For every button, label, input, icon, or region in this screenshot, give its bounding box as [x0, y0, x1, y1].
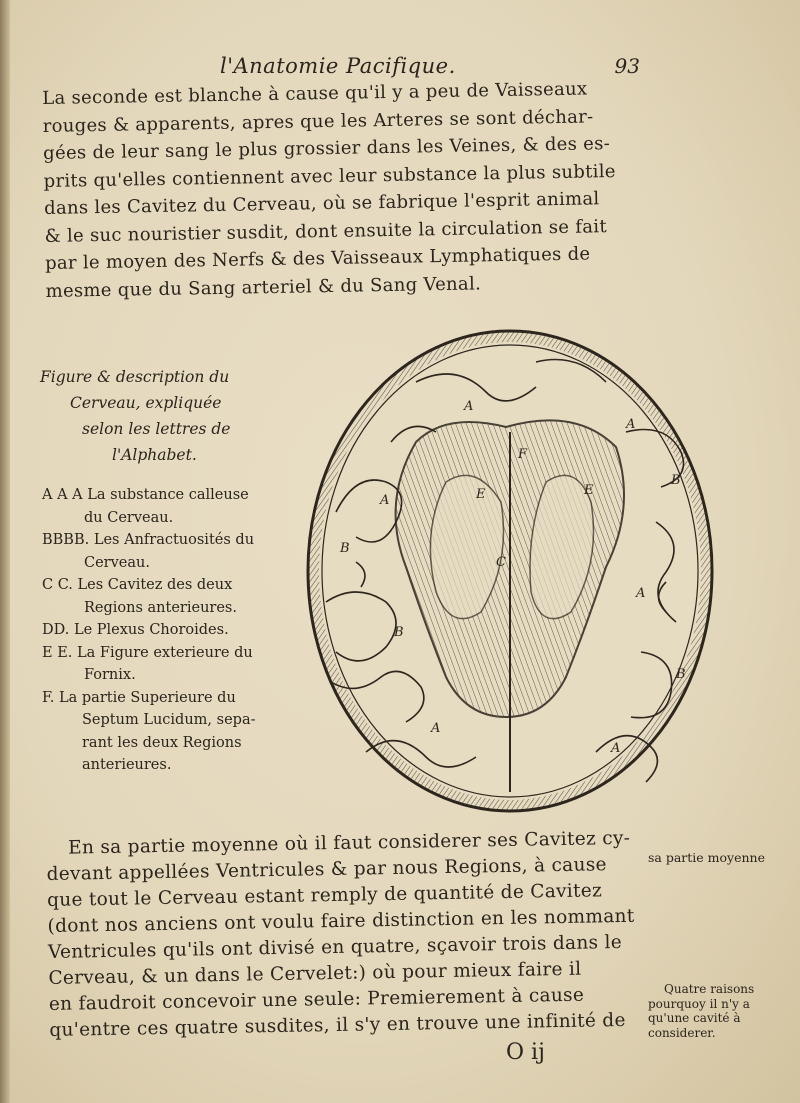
text-line: Ventricules qu'ils ont divisé en quatre, sçavoir trois dans le	[47, 931, 623, 963]
margin-note-line: considerer.	[648, 1025, 716, 1040]
figure-label: B	[671, 473, 681, 488]
figure-label: A	[431, 721, 441, 736]
text-line: devant appellées Ventricules & par nous Regions, à cause	[46, 854, 607, 885]
margin-note-line: Quatre raisons	[664, 982, 755, 996]
caption-line: selon les lettres de	[82, 420, 231, 438]
figure-label: A	[464, 399, 474, 414]
figure-label: C	[496, 555, 506, 570]
figure-label: F	[518, 447, 528, 462]
text-line: La seconde est blanche à cause qu'il y a peu de Vaisseaux	[42, 78, 588, 109]
text-line: dans les Cavitez du Cerveau, où se fabrique l'esprit animal	[43, 188, 600, 219]
legend-line: Cerveau.	[84, 554, 150, 571]
text-line: que tout le Cerveau estant remply de quantité de Cavitez	[46, 880, 603, 911]
text-line: rouges & apparents, apres que les Arteres se sont déchar-	[42, 105, 594, 137]
legend-line: Fornix.	[84, 667, 136, 683]
legend-line: DD. Le Plexus Choroides.	[42, 622, 229, 638]
text-line: gées de leur sang le plus grossier dans les Veines, & des es-	[43, 133, 611, 164]
figure-label: E	[584, 483, 594, 498]
legend-line: rant les deux Regions	[82, 734, 242, 751]
figure-label: A	[626, 417, 636, 432]
signature-mark: O ij	[506, 1040, 545, 1065]
caption-line: Figure & description du	[40, 368, 230, 386]
text-line: qu'entre ces quatre susdites, il s'y en trouve une infinité de	[49, 1009, 626, 1041]
figure-label: B	[340, 541, 350, 556]
legend-line: Regions anterieures.	[84, 599, 237, 616]
text-line: mesme que du Sang arteriel & du Sang Venal.	[45, 272, 482, 302]
figure-label: B	[676, 667, 686, 682]
legend-line: anterieures.	[82, 757, 172, 773]
text-line: prits qu'elles contiennent avec leur substance la plus subtile	[43, 160, 616, 192]
text-line: (dont nos anciens ont voulu faire distinction en les nommant	[47, 905, 635, 937]
figure-legend	[42, 484, 292, 777]
legend-line: F. La partie Superieure du	[42, 689, 236, 706]
text-line: Cerveau, & un dans le Cervelet:) où pour mieux faire il	[48, 958, 582, 989]
figure-label: A	[636, 586, 646, 601]
figure-label: E	[476, 487, 486, 502]
margin-note-quatre-raisons	[648, 982, 798, 1040]
legend-line: E E. La Figure exterieure du	[42, 644, 253, 661]
text-line: par le moyen des Nerfs & des Vaisseaux Lymphatiques de	[44, 243, 591, 274]
caption-line: Cerveau, expliquée	[70, 394, 222, 412]
page-gutter	[0, 0, 10, 1103]
text-line: en faudroit concevoir une seule: Premierement à cause	[48, 984, 585, 1015]
margin-note-partie-moyenne: sa partie moyenne	[648, 850, 765, 865]
legend-line: du Cerveau.	[84, 509, 174, 526]
figure-label: A	[380, 493, 390, 508]
legend-line: A A A La substance calleuse	[42, 487, 249, 503]
figure-caption	[40, 364, 290, 468]
paragraph-bottom	[46, 825, 655, 1044]
figure-label: A	[611, 741, 621, 756]
legend-line: BBBB. Les Anfractuosités du	[42, 532, 255, 548]
margin-note-line: qu'une cavité à	[648, 1011, 741, 1025]
brain-engraving	[296, 322, 724, 820]
running-title: l'Anatomie Pacifique.	[220, 54, 456, 78]
figure-label: B	[394, 625, 404, 640]
legend-line: Septum Lucidum, sepa-	[82, 712, 256, 728]
page-number: 93	[614, 54, 640, 78]
text-line: En sa partie moyenne où il faut considerer ses Cavitez cy-	[68, 827, 631, 859]
paragraph-top	[42, 75, 646, 305]
text-line: & le suc nouristier susdit, dont ensuite la circulation se fait	[44, 215, 608, 247]
brain-illustration	[296, 322, 724, 820]
legend-line: C C. Les Cavitez des deux	[42, 577, 233, 593]
caption-line: l'Alphabet.	[112, 446, 197, 464]
margin-note-line: pourquoy il n'y a	[648, 996, 750, 1011]
